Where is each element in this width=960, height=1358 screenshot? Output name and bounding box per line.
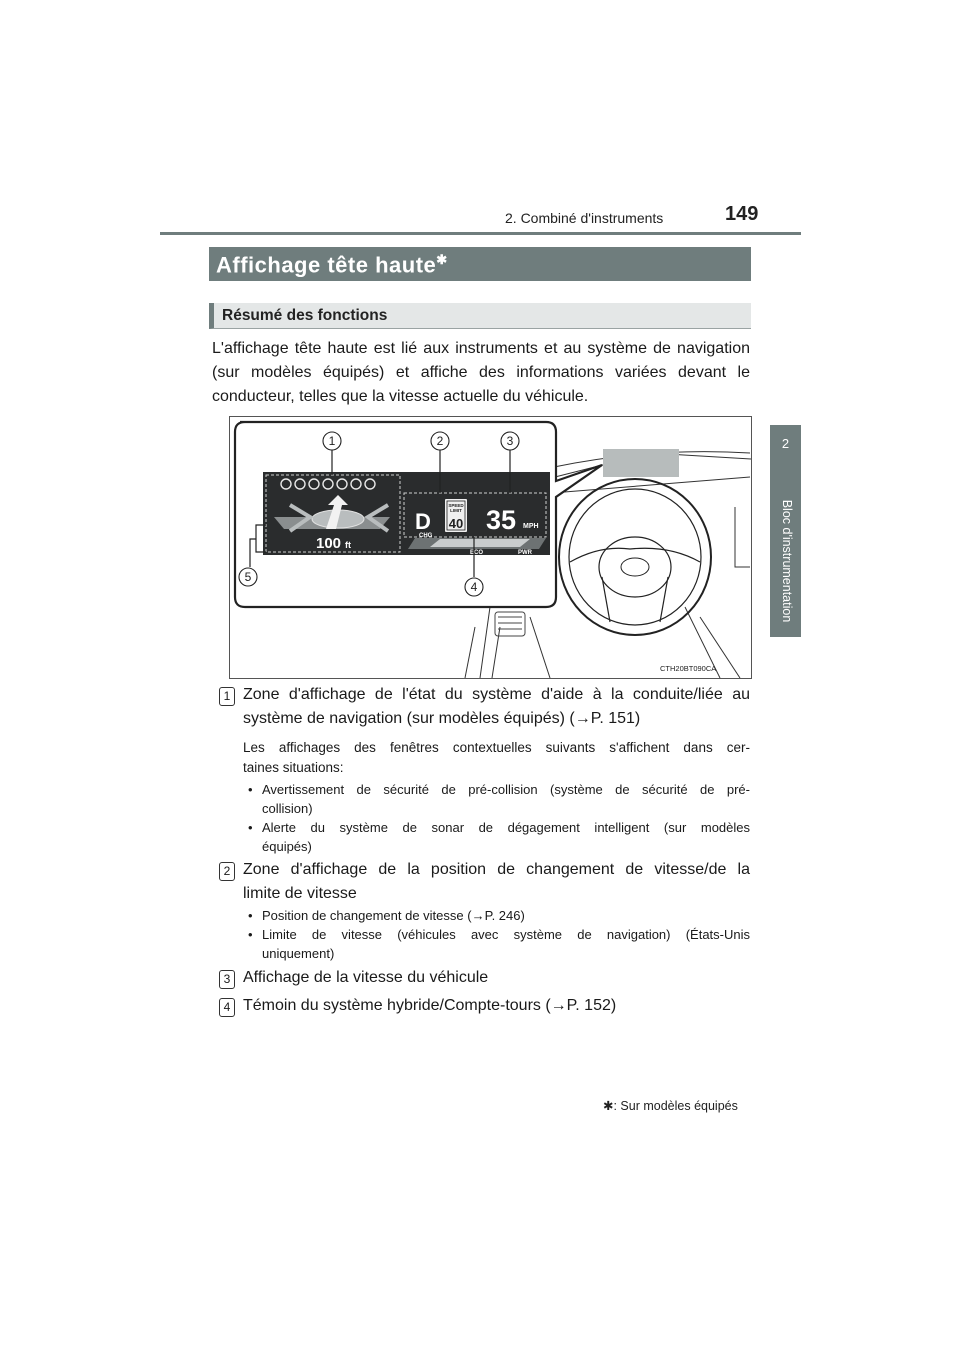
item-number-2: 2 bbox=[219, 862, 235, 881]
item-2-text-line-2: limite de vitesse bbox=[243, 885, 357, 902]
bullet-dot: • bbox=[248, 908, 253, 923]
item-1-bullet-1-cont: collision) bbox=[262, 801, 313, 816]
page-number: 149 bbox=[725, 203, 759, 225]
item-1-bullet-1-line-1: Avertissement de sécurité de pré-collision (système de sécurité de pré- bbox=[262, 782, 750, 797]
hud-speed-unit: MPH bbox=[523, 523, 539, 530]
hud-distance-unit: ft bbox=[345, 540, 351, 550]
callout-5: 5 bbox=[244, 570, 252, 584]
item-1-note-line-1: Les affichages des fenêtres contextuelles suivants s'affichent dans cer- bbox=[243, 740, 750, 755]
item-number-4: 4 bbox=[219, 998, 235, 1017]
hud-eco-label: ECO bbox=[470, 550, 484, 556]
item-2-text-line-1: Zone d'affichage de la position de changement de vitesse/de la bbox=[243, 861, 750, 878]
section-title bbox=[216, 252, 448, 278]
item-1-text-line-1: Zone d'affichage de l'état du système d'aide à la conduite/liée au bbox=[243, 686, 750, 703]
hud-projection-area bbox=[603, 449, 679, 477]
item-2-bullet-2 bbox=[248, 925, 750, 944]
bullet-dot: • bbox=[248, 820, 253, 835]
figure-code: CTH20BT090CA bbox=[660, 664, 717, 673]
item-1-bullet-2-cont: équipés) bbox=[262, 839, 312, 854]
running-header-chapter: 2. Combiné d'instruments bbox=[505, 210, 664, 226]
item-2-bullet-1-line-1: Position de changement de vitesse (→P. 246) bbox=[262, 908, 525, 923]
bullet-dot: • bbox=[248, 782, 253, 797]
item-1-bullet-2-line-1: Alerte du système de sonar de dégagement intelligent (sur modèles bbox=[262, 820, 750, 835]
item-number-3: 3 bbox=[219, 970, 235, 989]
hud-pwr-label: PWR bbox=[518, 550, 532, 556]
callout-4: 4 bbox=[470, 580, 478, 594]
speed-limit-value: 40 bbox=[448, 516, 464, 531]
item-2-bullet-1 bbox=[248, 906, 750, 925]
subsection-title: Résumé des fonctions bbox=[222, 307, 388, 324]
item-2-bullet-2-cont: uniquement) bbox=[262, 946, 335, 961]
callout-1: 1 bbox=[328, 434, 336, 448]
item-1-text-line-2: système de navigation (sur modèles équipés) (→P. 151) bbox=[243, 710, 641, 727]
chapter-tab-number: 2 bbox=[781, 436, 790, 451]
item-2-bullet-2-line-1: Limite de vitesse (véhicules avec système de navigation) (États-Unis bbox=[262, 927, 750, 942]
item-1-bullet-1 bbox=[248, 780, 750, 799]
hud-gear-position: D bbox=[415, 509, 431, 534]
footnote-equipped-models: ✱: Sur modèles équipés bbox=[603, 1099, 738, 1113]
item-number-1: 1 bbox=[219, 687, 235, 706]
item-1-note-line-2: taines situations: bbox=[243, 760, 344, 775]
speed-limit-label-2: LIMIT bbox=[450, 508, 462, 513]
header-rule bbox=[160, 232, 801, 235]
item-1-bullet-2 bbox=[248, 818, 750, 837]
equipped-marker-icon: ✱ bbox=[436, 252, 448, 267]
hud-chg-label: CHG bbox=[419, 533, 433, 539]
callout-2: 2 bbox=[436, 434, 444, 448]
intro-paragraph: L'affichage tête haute est lié aux instruments et au système de navigation (sur modèles équipés) et affiche des informations variées devant le conducteur, telles que la vitesse actuelle du véhicule. bbox=[212, 340, 750, 405]
speed-limit-label-1: SPEED bbox=[448, 503, 464, 508]
item-4-text: Témoin du système hybride/Compte-tours (→P. 152) bbox=[243, 997, 617, 1014]
hud-distance-value: 100 bbox=[316, 535, 342, 552]
bullet-dot: • bbox=[248, 927, 253, 942]
hud-illustration-svg bbox=[230, 417, 751, 678]
section-title-text: Affichage tête haute bbox=[216, 252, 437, 278]
hud-illustration bbox=[229, 416, 752, 679]
callout-3: 3 bbox=[506, 434, 514, 448]
item-3-text: Affichage de la vitesse du véhicule bbox=[243, 969, 489, 986]
hud-speed-value: 35 bbox=[486, 505, 517, 535]
chapter-tab-label: Bloc d'instrumentation bbox=[780, 499, 794, 623]
steering-wheel bbox=[559, 479, 711, 635]
